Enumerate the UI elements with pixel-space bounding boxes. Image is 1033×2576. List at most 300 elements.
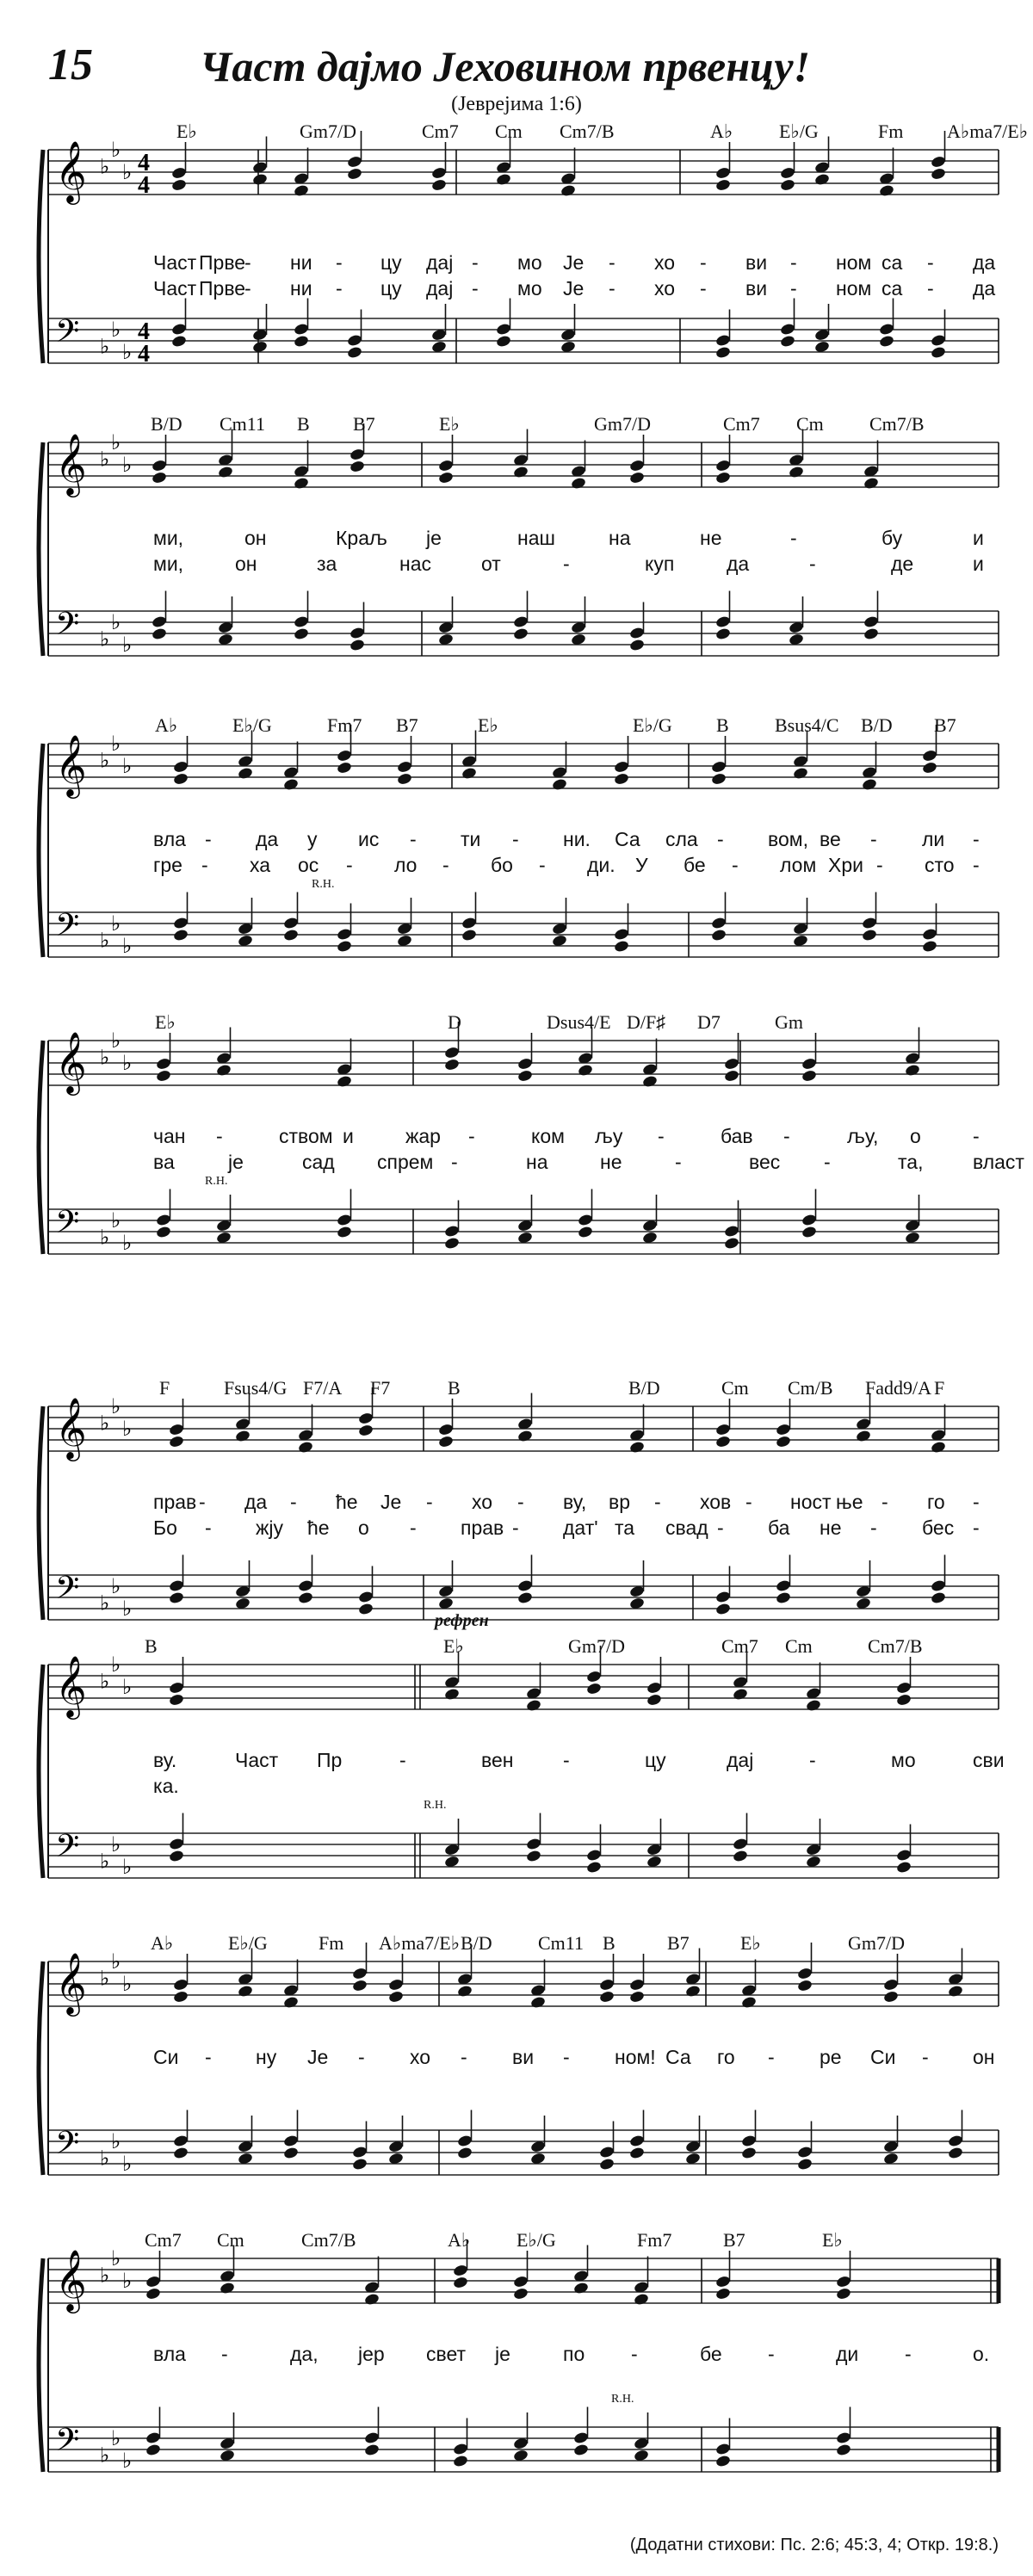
lyric-syllable: мо <box>517 277 542 300</box>
lyric-syllable: - <box>461 2046 467 2068</box>
svg-text:♭: ♭ <box>111 2248 121 2270</box>
lyric-syllable: - <box>512 1517 519 1539</box>
lyric-syllable: ни <box>290 251 312 274</box>
chord-symbol: Cm <box>785 1635 813 1657</box>
lyric-syllable: - <box>870 1517 877 1539</box>
svg-text:♭: ♭ <box>111 1951 121 1974</box>
scripture-reference: (Јеврејима 1:6) <box>451 93 582 115</box>
lyric-syllable: - <box>221 2343 228 2365</box>
chord-symbol: A♭ma7/E♭ <box>379 1932 461 1954</box>
lyric-syllable: и <box>973 553 984 575</box>
svg-text:𝄞: 𝄞 <box>55 733 87 796</box>
lyric-syllable: - <box>631 2343 638 2365</box>
lyric-syllable: да, <box>290 2343 319 2365</box>
lyric-syllable: жар <box>405 1125 441 1147</box>
lyric-syllable: - <box>790 527 797 549</box>
chord-symbol: E♭ <box>176 120 197 142</box>
chord-symbol: B <box>716 714 729 736</box>
lyric-syllable: - <box>927 277 934 300</box>
lyric-syllable: ни. <box>563 828 591 850</box>
lyric-syllable: наш <box>517 527 555 549</box>
chord-symbol: E♭ <box>478 714 498 736</box>
lyric-syllable: Си <box>870 2046 896 2068</box>
svg-text:♭: ♭ <box>100 750 110 773</box>
svg-text:𝄢: 𝄢 <box>55 1828 80 1872</box>
lyric-syllable: прав <box>461 1517 504 1539</box>
svg-text:𝄢: 𝄢 <box>55 1570 80 1614</box>
lyric-syllable: - <box>700 251 707 274</box>
lyric-syllable: - <box>563 2046 570 2068</box>
chord-symbol: Bsus4/C <box>775 714 839 736</box>
lyric-syllable: сто <box>925 854 955 876</box>
lyric-syllable: куп <box>645 553 675 575</box>
lyric-syllable: - <box>563 1749 570 1771</box>
chord-symbol: Cm7/B <box>301 2229 356 2251</box>
lyric-syllable: - <box>700 277 707 300</box>
chord-symbol: B <box>448 1377 461 1399</box>
chord-symbol: Cm7 <box>723 413 760 435</box>
svg-text:♭: ♭ <box>122 2270 133 2293</box>
lyric-syllable: де <box>891 553 914 575</box>
lyric-syllable: - <box>658 1125 665 1147</box>
lyric-syllable: Си <box>153 2046 179 2068</box>
lyric-syllable: сви <box>973 1749 1005 1771</box>
svg-text:♭: ♭ <box>111 1576 121 1598</box>
lyric-syllable: цу <box>645 1749 666 1771</box>
lyric-syllable: Је <box>563 277 585 300</box>
chord-symbol: B7 <box>396 714 418 736</box>
chord-symbol: B/D <box>151 413 182 435</box>
chord-symbol: F <box>159 1377 170 1399</box>
chord-symbol: Cm7 <box>422 120 459 142</box>
chord-symbol: Cm11 <box>220 413 265 435</box>
lyric-syllable: ви <box>512 2046 535 2068</box>
chord-symbol: B <box>145 1635 158 1657</box>
lyric-syllable: - <box>563 553 570 575</box>
lyric-syllable: бес <box>922 1517 955 1539</box>
lyric-syllable: цу <box>380 277 402 300</box>
svg-text:♭: ♭ <box>122 1053 133 1075</box>
hymn-number: 15 <box>48 40 93 90</box>
lyric-syllable: сла <box>665 828 698 850</box>
lyric-syllable: ди <box>836 2343 859 2365</box>
hymn-title: Част дајмо Јеховином првенцу! <box>200 42 811 90</box>
chord-symbol: Fadd9/A <box>865 1377 931 1399</box>
svg-text:♭: ♭ <box>100 1412 110 1436</box>
svg-text:♭: ♭ <box>100 1671 110 1694</box>
lyric-syllable: хо <box>410 2046 431 2068</box>
lyric-syllable: - <box>824 1151 831 1173</box>
svg-text:♭: ♭ <box>111 2428 121 2450</box>
svg-text:♭: ♭ <box>100 1226 110 1250</box>
lyric-syllable: - <box>399 1749 406 1771</box>
lyric-syllable: да <box>973 277 996 300</box>
svg-text:♭: ♭ <box>100 336 110 359</box>
lyric-syllable: - <box>201 854 208 876</box>
lyric-syllable: хо <box>654 277 676 300</box>
lyric-syllable: - <box>790 251 797 274</box>
lyric-syllable: та, <box>898 1151 924 1173</box>
chord-symbol: Cm/B <box>788 1377 833 1399</box>
svg-text:♭: ♭ <box>111 319 121 342</box>
svg-text:♭: ♭ <box>122 756 133 778</box>
lyric-syllable: по <box>563 2343 585 2365</box>
lyric-syllable: - <box>205 1517 212 1539</box>
lyric-syllable: - <box>745 1491 752 1513</box>
chord-symbol: A♭ <box>710 120 733 142</box>
lyric-syllable: - <box>881 1491 888 1513</box>
lyric-syllable: ди. <box>587 854 615 876</box>
lyric-syllable: ће <box>307 1517 330 1539</box>
lyric-syllable: го <box>717 2046 735 2068</box>
svg-text:♭: ♭ <box>122 454 133 477</box>
lyric-syllable: не <box>820 1517 842 1539</box>
lyric-syllable: - <box>768 2343 775 2365</box>
chord-symbol: Cm <box>721 1377 749 1399</box>
lyric-syllable: ми, <box>153 553 184 575</box>
chord-symbol: Cm <box>796 413 824 435</box>
lyric-syllable: - <box>927 251 934 274</box>
lyric-syllable: бав <box>721 1125 753 1147</box>
lyric-syllable: чан <box>153 1125 186 1147</box>
lyric-syllable: Част <box>235 1749 279 1771</box>
lyric-syllable: - <box>346 854 353 876</box>
lyric-syllable: - <box>512 828 519 850</box>
chord-symbol: E♭/G <box>633 714 672 736</box>
lyric-syllable: - <box>675 1151 682 1173</box>
svg-text:𝄞: 𝄞 <box>55 2248 87 2311</box>
svg-text:♭: ♭ <box>111 1396 121 1418</box>
chord-symbol: Fm7 <box>637 2229 672 2251</box>
lyric-syllable: Бо <box>153 1517 177 1539</box>
lyric-syllable: са <box>881 251 903 274</box>
chord-symbol: Gm7/D <box>300 120 356 142</box>
svg-text:𝄞: 𝄞 <box>55 139 87 202</box>
chord-symbol: B/D <box>461 1932 492 1954</box>
lyric-syllable: ви <box>745 251 768 274</box>
lyric-syllable: - <box>244 251 251 274</box>
svg-text:♭: ♭ <box>122 1418 133 1441</box>
chord-symbol: E♭/G <box>516 2229 556 2251</box>
lyric-syllable: - <box>609 277 615 300</box>
svg-text:♭: ♭ <box>100 1850 110 1874</box>
lyric-syllable: ће <box>336 1491 358 1513</box>
svg-text:𝄞: 𝄞 <box>55 1951 87 2014</box>
svg-text:♭: ♭ <box>122 342 133 364</box>
lyric-syllable: вла <box>153 2343 186 2365</box>
lyric-syllable: ха <box>250 854 271 876</box>
chord-symbol: F <box>934 1377 945 1399</box>
lyric-syllable: ре <box>820 2046 842 2068</box>
lyric-syllable: ном! <box>615 2046 656 2068</box>
lyric-syllable: дај <box>426 277 454 300</box>
chord-symbol: Gm7/D <box>848 1932 905 1954</box>
lyric-syllable: - <box>358 2046 365 2068</box>
svg-text:♭: ♭ <box>111 913 121 936</box>
chord-symbol: E♭ <box>740 1932 761 1954</box>
svg-text:♭: ♭ <box>111 1030 121 1053</box>
svg-text:𝄞: 𝄞 <box>55 1030 87 1093</box>
lyric-syllable: хов <box>700 1491 732 1513</box>
lyric-syllable: бо <box>491 854 513 876</box>
lyric-syllable: он <box>244 527 267 549</box>
lyric-syllable: - <box>973 1491 980 1513</box>
svg-text:♭: ♭ <box>100 2147 110 2171</box>
svg-text:♭: ♭ <box>100 1592 110 1615</box>
chord-symbol: Fm7 <box>327 714 362 736</box>
lyric-syllable: са <box>881 277 903 300</box>
lyric-syllable: - <box>539 854 546 876</box>
lyric-syllable: - <box>336 277 343 300</box>
lyric-syllable: - <box>809 1749 816 1771</box>
svg-text:♭: ♭ <box>122 1232 133 1255</box>
lyric-syllable: цу <box>380 251 402 274</box>
lyric-syllable: не <box>600 1151 622 1173</box>
chord-symbol: Cm7/B <box>869 413 925 435</box>
lyric-syllable: - <box>517 1491 524 1513</box>
svg-text:♭: ♭ <box>100 448 110 472</box>
lyric-syllable: - <box>451 1151 458 1173</box>
chord-symbol: B <box>603 1932 615 1954</box>
svg-text:𝄢: 𝄢 <box>55 1204 80 1248</box>
chord-symbol: B7 <box>353 413 375 435</box>
lyric-syllable: хо <box>472 1491 493 1513</box>
lyric-syllable: - <box>410 828 417 850</box>
lyric-syllable: ву, <box>563 1491 587 1513</box>
chord-symbol: Gm7/D <box>594 413 651 435</box>
chord-symbol: B7 <box>723 2229 745 2251</box>
lyric-syllable: - <box>717 828 724 850</box>
lyric-syllable: дај <box>727 1749 754 1771</box>
lyric-syllable: У <box>635 854 648 876</box>
lyric-syllable: Је <box>380 1491 402 1513</box>
svg-text:♭: ♭ <box>100 930 110 953</box>
chord-symbol: Cm7/B <box>560 120 615 142</box>
lyric-syllable: он <box>973 2046 995 2068</box>
chord-symbol: E♭/G <box>779 120 819 142</box>
chord-symbol: F7 <box>370 1377 391 1399</box>
chord-symbol: B/D <box>861 714 893 736</box>
lyric-syllable: љу <box>595 1125 623 1147</box>
lyric-syllable: да <box>727 553 750 575</box>
lyric-syllable: ством <box>279 1125 333 1147</box>
chord-symbol: B <box>297 413 310 435</box>
lyric-syllable: ње <box>836 1491 863 1513</box>
right-hand-marking: R.H. <box>424 1799 447 1812</box>
lyric-syllable: Част <box>153 277 197 300</box>
chord-symbol: Cm11 <box>538 1932 584 1954</box>
lyric-syllable: - <box>973 1125 980 1147</box>
svg-text:♭: ♭ <box>122 1598 133 1621</box>
lyric-syllable: лом <box>780 854 817 876</box>
lyric-syllable: ло <box>394 854 418 876</box>
chord-symbol: E♭ <box>443 1635 464 1657</box>
lyric-syllable: ба <box>768 1517 790 1539</box>
lyric-syllable: - <box>922 2046 929 2068</box>
chord-symbol: Fsus4/G <box>224 1377 288 1399</box>
lyric-syllable: - <box>783 1125 790 1147</box>
svg-text:♭: ♭ <box>100 156 110 179</box>
chord-symbol: B7 <box>934 714 956 736</box>
lyric-syllable: - <box>205 828 212 850</box>
lyric-syllable: је <box>495 2343 510 2365</box>
svg-text:♭: ♭ <box>122 2153 133 2176</box>
chord-symbol: A♭ <box>155 714 178 736</box>
right-hand-marking: R.H. <box>205 1175 228 1188</box>
chord-symbol: D7 <box>697 1011 721 1033</box>
chord-symbol: A♭ma7/E♭ <box>947 120 1029 142</box>
lyric-syllable: ном <box>836 251 872 274</box>
svg-text:𝄞: 𝄞 <box>55 1396 87 1459</box>
lyric-syllable: јер <box>358 2343 385 2365</box>
svg-text:♭: ♭ <box>111 733 121 756</box>
lyric-syllable: - <box>468 1125 475 1147</box>
chord-symbol: E♭ <box>822 2229 843 2251</box>
lyric-syllable: вес <box>749 1151 781 1173</box>
chord-symbol: Dsus4/E <box>547 1011 611 1033</box>
svg-text:𝄞: 𝄞 <box>55 1654 87 1717</box>
lyric-syllable: о <box>358 1517 369 1539</box>
lyric-syllable: Хри <box>828 854 863 876</box>
lyric-syllable: о. <box>973 2343 990 2365</box>
lyric-syllable: Краљ <box>336 527 387 549</box>
lyric-syllable: - <box>290 1491 297 1513</box>
chord-symbol: D/F♯ <box>627 1011 666 1033</box>
right-hand-marking: R.H. <box>611 2393 634 2406</box>
lyric-syllable: ка. <box>153 1775 179 1797</box>
lyric-syllable: ну <box>256 2046 277 2068</box>
chord-symbol: E♭ <box>155 1011 176 1033</box>
lyric-syllable: свет <box>426 2343 467 2365</box>
refrain-marking: рефрен <box>435 1611 489 1630</box>
svg-text:𝄢: 𝄢 <box>55 907 80 951</box>
svg-text:♭: ♭ <box>100 628 110 652</box>
lyric-syllable: љу, <box>847 1125 879 1147</box>
svg-text:♭: ♭ <box>111 139 121 162</box>
chord-symbol: Gm7/D <box>568 1635 625 1657</box>
lyric-syllable: вла <box>153 828 186 850</box>
lyric-syllable: на <box>609 527 631 549</box>
chord-symbol: B7 <box>667 1932 690 1954</box>
lyric-syllable: - <box>336 251 343 274</box>
lyric-syllable: - <box>609 251 615 274</box>
lyric-syllable: - <box>216 1125 223 1147</box>
svg-text:♭: ♭ <box>122 2450 133 2473</box>
lyric-syllable: је <box>228 1151 244 1173</box>
lyric-syllable: прав <box>153 1491 197 1513</box>
lyric-syllable: ни <box>290 277 312 300</box>
lyric-syllable: ве <box>820 828 841 850</box>
lyric-syllable: Част <box>153 251 197 274</box>
svg-text:𝄢: 𝄢 <box>55 313 80 357</box>
lyric-syllable: у <box>307 828 318 850</box>
lyric-syllable: је <box>426 527 442 549</box>
lyric-syllable: бе <box>700 2343 722 2365</box>
chord-symbol: Cm7 <box>145 2229 182 2251</box>
svg-text:♭: ♭ <box>111 432 121 454</box>
svg-text:♭: ♭ <box>122 1677 133 1699</box>
footer-note: (Додатни стихови: Пс. 2:6; 45:3, 4; Откр. 19:8.) <box>629 2536 999 2554</box>
svg-text:𝄢: 𝄢 <box>55 2422 80 2466</box>
lyric-syllable: - <box>870 828 877 850</box>
chord-symbol: D <box>448 1011 461 1033</box>
lyric-syllable: - <box>199 1491 206 1513</box>
chord-symbol: Gm <box>775 1011 803 1033</box>
chord-symbol: Fm <box>878 120 904 142</box>
svg-text:♭: ♭ <box>111 1210 121 1232</box>
lyric-syllable: та <box>615 1517 635 1539</box>
svg-text:4: 4 <box>138 341 150 368</box>
lyric-syllable: не <box>700 527 722 549</box>
lyric-syllable: - <box>426 1491 433 1513</box>
chord-symbol: E♭ <box>439 413 460 435</box>
lyric-syllable: гре <box>153 854 182 876</box>
lyric-syllable: ва <box>153 1151 175 1173</box>
lyric-syllable: за <box>317 553 337 575</box>
lyric-syllable: - <box>768 2046 775 2068</box>
lyric-syllable: ли <box>922 828 945 850</box>
lyric-syllable: - <box>442 854 449 876</box>
chord-symbol: A♭ <box>151 1932 174 1954</box>
lyric-syllable: - <box>410 1517 417 1539</box>
svg-text:♭: ♭ <box>111 1834 121 1856</box>
svg-text:♭: ♭ <box>111 2131 121 2153</box>
lyric-syllable: от <box>481 553 501 575</box>
chord-symbol: E♭/G <box>228 1932 268 1954</box>
lyric-syllable: ност <box>790 1491 832 1513</box>
lyric-syllable: - <box>973 828 980 850</box>
chord-symbol: Fm <box>319 1932 344 1954</box>
lyric-syllable: бе <box>684 854 706 876</box>
svg-text:♭: ♭ <box>100 1968 110 1991</box>
lyric-syllable: и <box>343 1125 354 1147</box>
lyric-syllable: ти <box>461 828 481 850</box>
lyric-syllable: мо <box>517 251 542 274</box>
lyric-syllable: - <box>654 1491 661 1513</box>
chord-symbol: B/D <box>628 1377 660 1399</box>
chord-symbol: E♭/G <box>232 714 272 736</box>
lyric-syllable: - <box>809 553 816 575</box>
svg-text:♭: ♭ <box>100 2264 110 2288</box>
lyric-syllable: - <box>876 854 883 876</box>
lyric-syllable: - <box>973 1517 980 1539</box>
lyric-syllable: Са <box>665 2046 691 2068</box>
svg-text:♭: ♭ <box>100 2444 110 2468</box>
svg-text:♭: ♭ <box>122 634 133 657</box>
lyric-syllable: власт <box>973 1151 1024 1173</box>
lyric-syllable: бу <box>881 527 903 549</box>
lyric-syllable: - <box>717 1517 724 1539</box>
lyric-syllable: Је <box>563 251 585 274</box>
svg-text:4: 4 <box>138 318 150 345</box>
svg-text:♭: ♭ <box>111 1654 121 1677</box>
lyric-syllable: да <box>973 251 996 274</box>
lyric-syllable: Са <box>615 828 640 850</box>
svg-text:♭: ♭ <box>122 1856 133 1879</box>
lyric-syllable: дај <box>426 251 454 274</box>
lyric-syllable: ву. <box>153 1749 177 1771</box>
lyric-syllable: ос <box>298 854 319 876</box>
svg-text:4: 4 <box>138 172 150 199</box>
lyric-syllable: - <box>905 2343 912 2365</box>
lyric-syllable: - <box>790 277 797 300</box>
chord-symbol: A♭ <box>448 2229 471 2251</box>
lyric-syllable: - <box>205 2046 212 2068</box>
lyric-syllable: - <box>472 251 479 274</box>
lyric-syllable: о <box>910 1125 921 1147</box>
right-hand-marking: R.H. <box>312 878 335 891</box>
svg-text:♭: ♭ <box>122 936 133 958</box>
